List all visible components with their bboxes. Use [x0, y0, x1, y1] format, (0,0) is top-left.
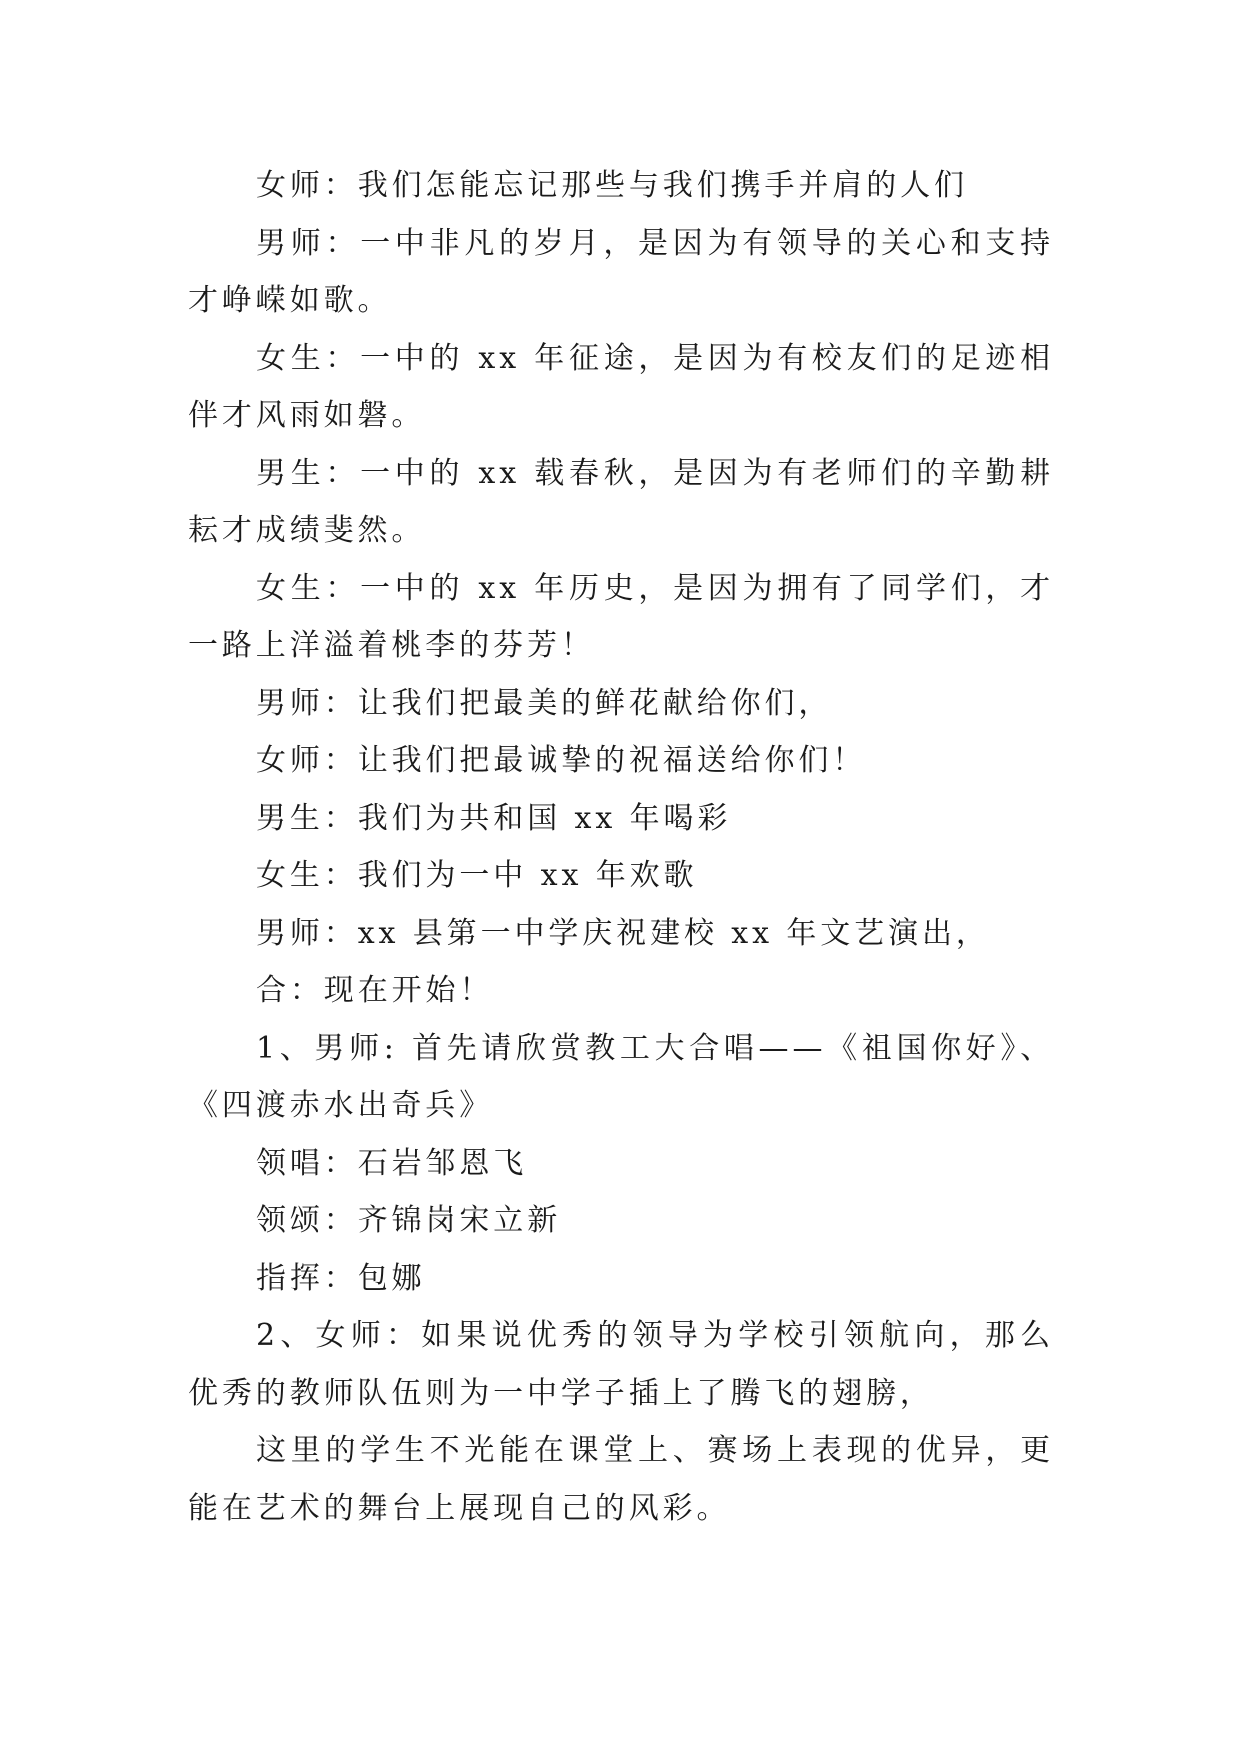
paragraph: 这里的学生不光能在课堂上、赛场上表现的优异，更能在艺术的舞台上展现自己的风彩。 [188, 1433, 1054, 1526]
paragraph: 男师：一中非凡的岁月，是因为有领导的关心和支持才峥嵘如歌。 [188, 225, 1054, 318]
paragraph: 2、女师：如果说优秀的领导为学校引领航向，那么优秀的教师队伍则为一中学子插上了腾飞的翅膀， [188, 1318, 1054, 1411]
paragraph: 男师：xx 县第一中学庆祝建校 xx 年文艺演出， [256, 915, 990, 951]
paragraph: 女生：一中的 xx 年历史，是因为拥有了同学们，才一路上洋溢着桃李的芬芳！ [188, 570, 1054, 663]
document-body [188, 157, 1054, 1537]
paragraph: 女师：让我们把最诚挚的祝福送给你们！ [256, 743, 867, 778]
paragraph: 指挥：包娜 [256, 1260, 426, 1296]
paragraph: 男生：我们为共和国 xx 年喝彩 [256, 800, 732, 836]
paragraph: 男师：让我们把最美的鲜花献给你们， [256, 685, 833, 721]
paragraph: 合：现在开始！ [256, 973, 494, 1008]
paragraph: 1、男师: 首先请欣赏教工大合唱——《祖国你好》、《四渡赤水出奇兵》 [188, 1030, 1054, 1123]
paragraph: 女师：我们怎能忘记那些与我们携手并肩的人们 [256, 168, 968, 203]
paragraph: 领颂：齐锦岗宋立新 [256, 1203, 562, 1238]
paragraph: 女生：我们为一中 xx 年欢歌 [256, 858, 698, 893]
paragraph: 男生：一中的 xx 载春秋，是因为有老师们的辛勤耕耘才成绩斐然。 [188, 455, 1054, 548]
paragraph: 领唱：石岩邹恩飞 [256, 1145, 528, 1181]
paragraph: 女生：一中的 xx 年征途，是因为有校友们的足迹相伴才风雨如磐。 [188, 340, 1054, 433]
